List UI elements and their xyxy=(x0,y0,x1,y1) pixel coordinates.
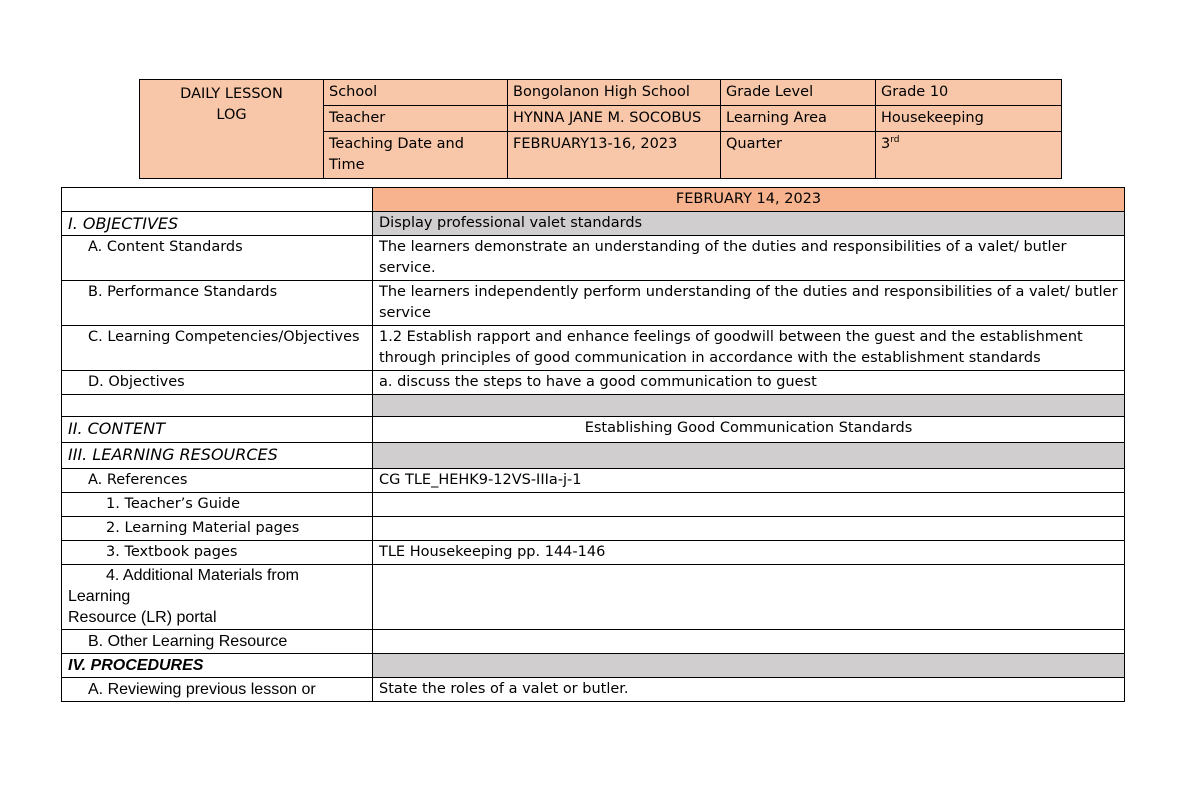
table-row xyxy=(62,517,1125,541)
textbook-label: 3. Textbook pages xyxy=(62,541,373,565)
grade-level-value: Grade 10 xyxy=(876,80,1062,106)
additional-materials-line2: Learning xyxy=(68,588,131,605)
learning-resources-value xyxy=(373,443,1125,469)
teachers-guide-label: 1. Teacher’s Guide xyxy=(62,493,373,517)
table-row xyxy=(62,541,1125,565)
grade-level-label: Grade Level xyxy=(721,80,876,106)
learning-resources-heading: III. LEARNING RESOURCES xyxy=(62,443,373,469)
table-row xyxy=(62,630,1125,654)
learning-competencies-value: 1.2 Establish rapport and enhance feelings of goodwill between the guest and the establishment through principles of good communication in accordance with the establishment standards xyxy=(373,326,1125,371)
content-value: Establishing Good Communication Standards xyxy=(373,417,1125,443)
procedures-heading: IV. PROCEDURES xyxy=(62,654,373,678)
table-row xyxy=(62,236,1125,281)
date-header-blank xyxy=(62,188,373,212)
content-standards-label: A. Content Standards xyxy=(62,236,373,281)
table-row xyxy=(62,493,1125,517)
lesson-date: FEBRUARY 14, 2023 xyxy=(373,188,1125,212)
learning-area-value: Housekeeping xyxy=(876,106,1062,132)
reviewing-value: State the roles of a valet or butler. xyxy=(373,678,1125,702)
teaching-date-label: Teaching Date and Time xyxy=(324,132,508,179)
table-row xyxy=(62,469,1125,493)
objectives-d-label: D. Objectives xyxy=(62,371,373,395)
references-value: CG TLE_HEHK9-12VS-IIIa-j-1 xyxy=(373,469,1125,493)
dll-header-table xyxy=(139,79,1062,179)
blank-label xyxy=(62,395,373,417)
table-row xyxy=(62,443,1125,469)
objectives-d-value: a. discuss the steps to have a good communication to guest xyxy=(373,371,1125,395)
quarter-suffix: rd xyxy=(890,135,900,146)
teachers-guide-value xyxy=(373,493,1125,517)
dll-title xyxy=(140,80,324,179)
objectives-value: Display professional valet standards xyxy=(373,212,1125,236)
table-row xyxy=(62,678,1125,702)
teacher-value: HYNNA JANE M. SOCOBUS xyxy=(508,106,721,132)
table-row xyxy=(62,417,1125,443)
school-label: School xyxy=(324,80,508,106)
performance-standards-label: B. Performance Standards xyxy=(62,281,373,326)
quarter-value xyxy=(876,132,1062,179)
other-resource-label: B. Other Learning Resource xyxy=(62,630,373,654)
table-row xyxy=(62,371,1125,395)
learning-competencies-label: C. Learning Competencies/Objectives xyxy=(62,326,373,371)
additional-materials-line1: 4. Additional Materials from xyxy=(106,567,299,584)
references-label: A. References xyxy=(62,469,373,493)
reviewing-label: A. Reviewing previous lesson or xyxy=(62,678,373,702)
additional-materials-label xyxy=(62,565,373,630)
blank-value xyxy=(373,395,1125,417)
teacher-label: Teacher xyxy=(324,106,508,132)
table-row xyxy=(62,212,1125,236)
school-value: Bongolanon High School xyxy=(508,80,721,106)
learning-material-label: 2. Learning Material pages xyxy=(62,517,373,541)
performance-standards-value: The learners independently perform understanding of the duties and responsibilities of a valet/ butler service xyxy=(373,281,1125,326)
table-row xyxy=(62,326,1125,371)
dll-title-line1: DAILY LESSON xyxy=(180,86,283,102)
objectives-heading: I. OBJECTIVES xyxy=(62,212,373,236)
quarter-number: 3 xyxy=(881,136,891,152)
additional-materials-line3: Resource (LR) portal xyxy=(68,609,217,626)
learning-material-value xyxy=(373,517,1125,541)
content-heading: II. CONTENT xyxy=(62,417,373,443)
content-standards-value: The learners demonstrate an understanding of the duties and responsibilities of a valet/ butler service. xyxy=(373,236,1125,281)
textbook-value: TLE Housekeeping pp. 144-146 xyxy=(373,541,1125,565)
table-row xyxy=(62,281,1125,326)
additional-materials-value xyxy=(373,565,1125,630)
teaching-date-value: FEBRUARY13-16, 2023 xyxy=(508,132,721,179)
dll-title-line2: LOG xyxy=(216,107,247,123)
table-row xyxy=(62,565,1125,630)
quarter-label: Quarter xyxy=(721,132,876,179)
table-row xyxy=(62,654,1125,678)
table-row xyxy=(62,395,1125,417)
procedures-value xyxy=(373,654,1125,678)
other-resource-value xyxy=(373,630,1125,654)
table-row xyxy=(62,188,1125,212)
learning-area-label: Learning Area xyxy=(721,106,876,132)
lesson-table xyxy=(61,187,1125,702)
